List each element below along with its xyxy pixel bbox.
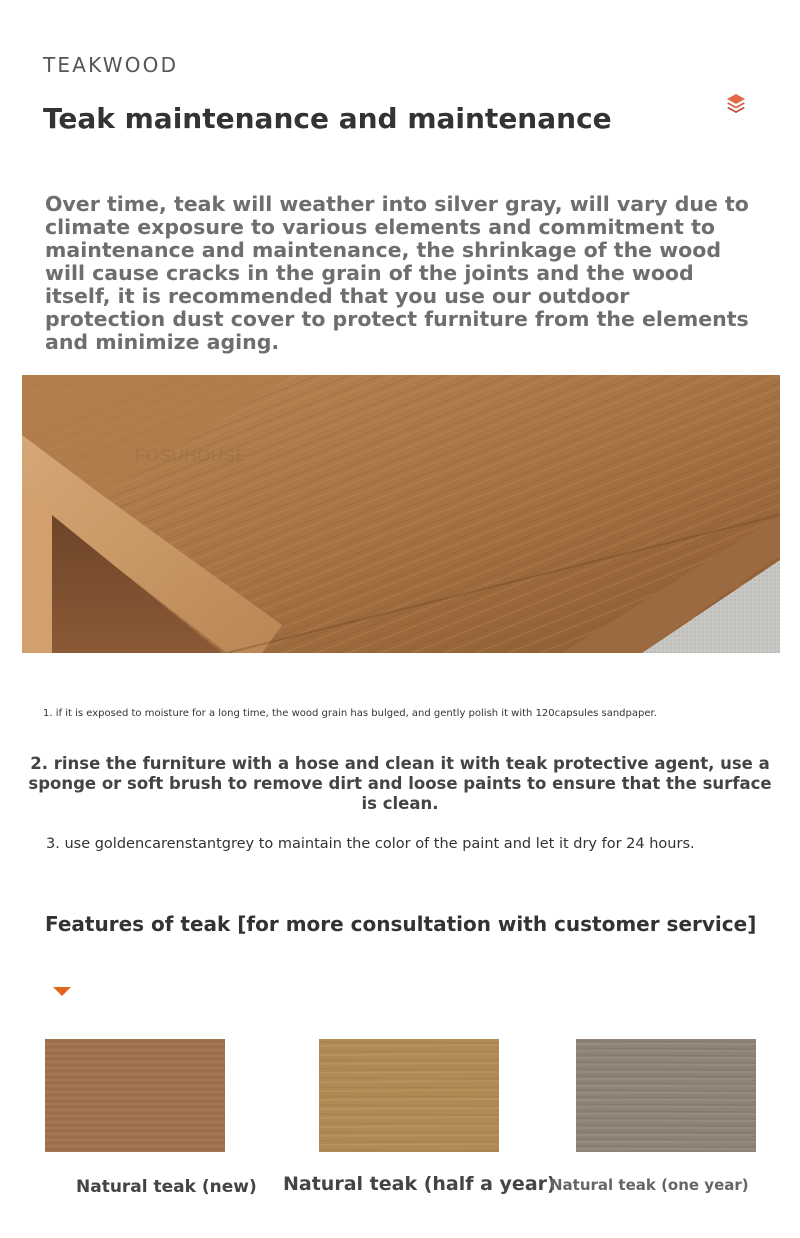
swatch-half-year (319, 1039, 499, 1152)
swatch-label-half-year: Natural teak (half a year) (283, 1173, 556, 1195)
swatch-new (45, 1039, 225, 1152)
maintenance-step-3: 3. use goldencarenstantgrey to maintain the color of the paint and let it dry for 24 hours. (46, 836, 695, 852)
photo-watermark: FOSUHOUSE (135, 446, 248, 465)
page-title: Teak maintenance and maintenance (43, 102, 612, 135)
teak-tabletop-photo (22, 375, 780, 653)
maintenance-step-1: 1. if it is exposed to moisture for a long time, the wood grain has bulged, and gently polish it with 120capsules sandpaper. (43, 708, 657, 719)
brand-name: TEAKWOOD (43, 53, 179, 77)
swatch-one-year (576, 1039, 756, 1152)
triangle-down-icon (52, 985, 72, 997)
swatch-label-one-year: Natural teak (one year) (550, 1176, 749, 1194)
layers-icon (725, 92, 747, 116)
swatch-label-new: Natural teak (new) (76, 1177, 257, 1197)
maintenance-step-2: 2. rinse the furniture with a hose and clean it with teak protective agent, use a sponge or soft brush to remove dirt and loose paints to ensure that the surface is clean. (28, 754, 772, 813)
intro-paragraph: Over time, teak will weather into silver gray, will vary due to climate exposure to various elements and commitment to maintenance and maintenance, the shrinkage of the wood will cause cracks in the grain of the joints and the wood itself, it is recommended that you use our outdoor protection dust cover to protect furniture from the elements and minimize aging. (45, 192, 749, 354)
features-heading: Features of teak [for more consultation with customer service] (45, 912, 757, 936)
